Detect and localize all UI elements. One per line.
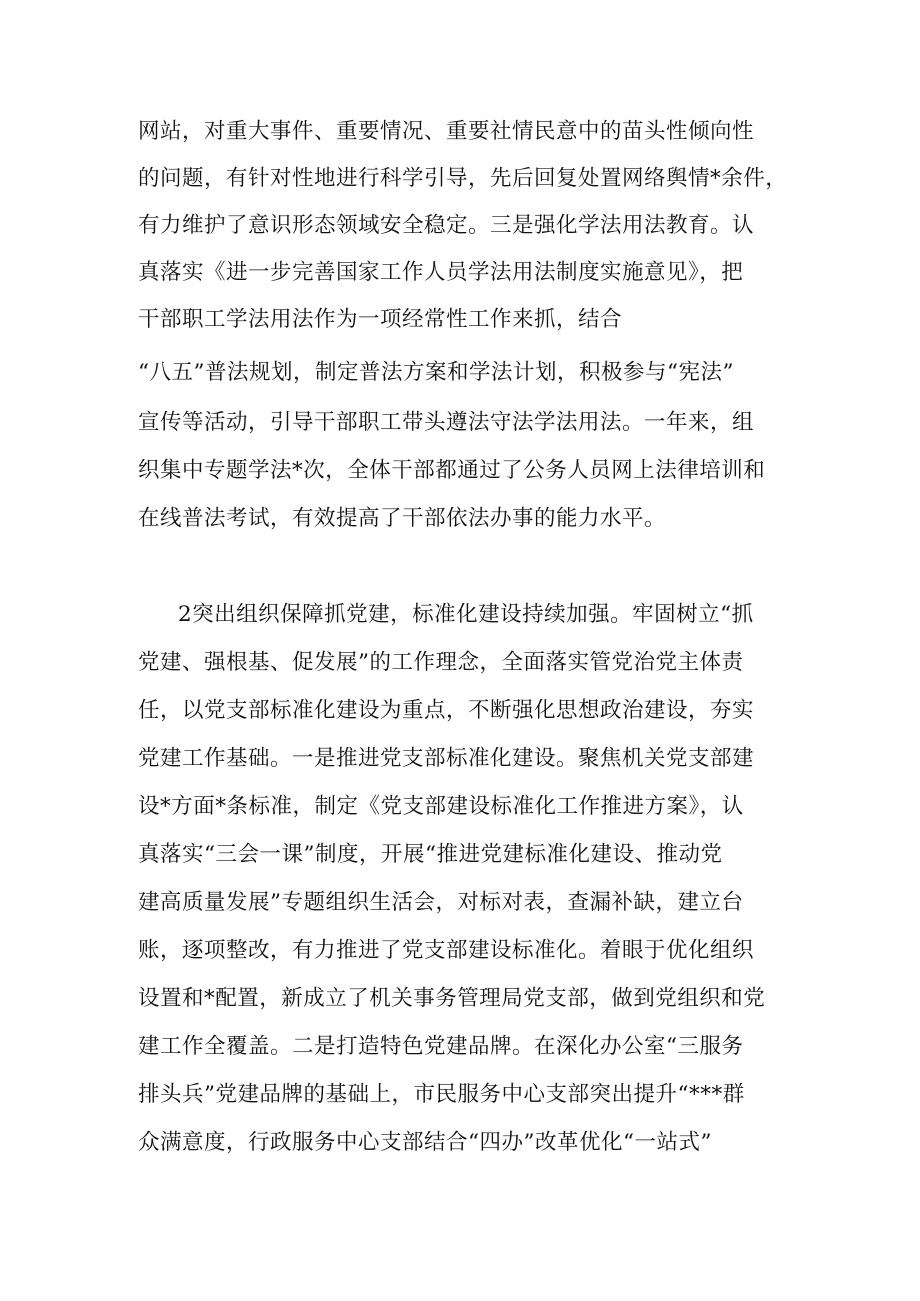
paragraph-line: 任，以党支部标准化建设为重点，不断强化思想政治建设，夯实 (138, 698, 755, 723)
paragraph-line: 建高质量发展”专题组织生活会，对标对表，查漏补缺，建立台 (138, 890, 744, 915)
paragraph-line: 干部职工学法用法作为一项经常性工作来抓，结合 (138, 307, 623, 332)
paragraph-line: 有力维护了意识形态领域安全稳定。三是强化学法用法教育。认 (138, 213, 755, 238)
paragraph-line: 党建、强根基、促发展”的工作理念，全面落实管党治党主体责 (138, 650, 744, 675)
paragraph-line: 在线普法考试，有效提高了干部依法办事的能力水平。 (138, 506, 667, 531)
paragraph-line: 建工作全覆盖。二是打造特色党建品牌。在深化办公室“三服务 (138, 1034, 744, 1059)
paragraph-line: 设*方面*条标准，制定《党支部建设标准化工作推进方案》，认 (138, 794, 744, 819)
paragraph-line: 党建工作基础。一是推进党支部标准化建设。聚焦机关党支部建 (138, 746, 755, 771)
paragraph-line: 众满意度，行政服务中心支部结合“四办”改革优化“一站式” (138, 1130, 712, 1155)
paragraph-line: 织集中专题学法*次，全体干部都通过了公务人员网上法律培训和 (138, 458, 766, 483)
paragraph-line: 真落实“三会一课”制度，开展“推进党建标准化建设、推动党 (138, 842, 723, 867)
paragraph-line: “八五”普法规划，制定普法方案和学法计划，积极参与“宪法” (138, 360, 734, 385)
paragraph-line: 2突出组织保障抓党建，标准化建设持续加强。牢固树立“抓 (178, 602, 754, 627)
paragraph-line: 账，逐项整改，有力推进了党支部建设标准化。着眼于优化组织 (138, 938, 755, 963)
paragraph-line: 的问题，有针对性地进行科学引导，先后回复处置网络舆情*余件， (138, 166, 788, 191)
paragraph-line: 真落实《进一步完善国家工作人员学法用法制度实施意见》，把 (138, 260, 744, 285)
paragraph-line: 网站，对重大事件、重要情况、重要社情民意中的苗头性倾向性 (138, 119, 755, 144)
paragraph-line: 排头兵”党建品牌的基础上，市民服务中心支部突出提升“***群 (138, 1082, 745, 1107)
paragraph-line: 宣传等活动，引导干部职工带头遵法守法学法用法。一年来，组 (138, 410, 755, 435)
paragraph-line: 设置和*配置，新成立了机关事务管理局党支部，做到党组织和党 (138, 986, 766, 1011)
